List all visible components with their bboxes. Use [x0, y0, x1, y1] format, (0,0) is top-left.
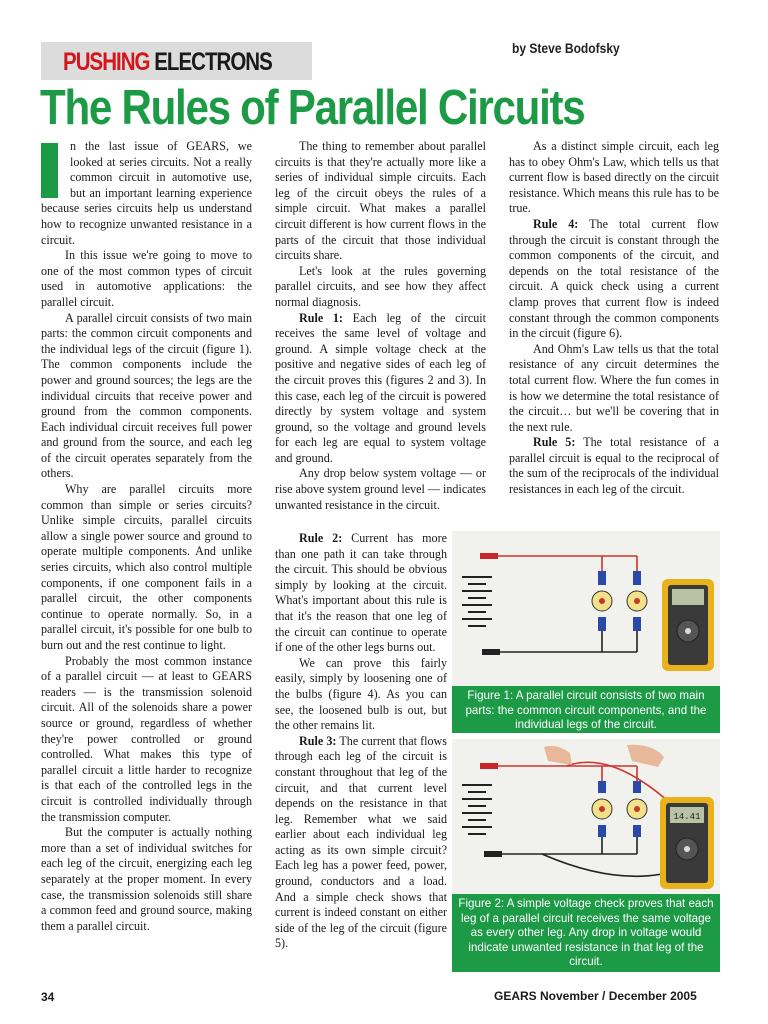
publication-footer: GEARS November / December 2005: [494, 989, 697, 1003]
black-clip-icon: [482, 649, 500, 655]
paragraph: Why are parallel circuits more common than simple or series circuits? Unlike simple circuits, parallel circuits allow a single power source and ground to operate multiple components. And unlike series circuits, which also control multiple components, if one component fails in a parallel circuit, the other components continue to operate normally. So, in a parallel circuit, it's possible for one bulb to burn out and the rest continue to light.: [41, 482, 252, 652]
parallel-circuit-illustration: [452, 531, 720, 686]
paragraph: Probably the most common instance of a parallel circuit — at least to GEARS readers — is the transmission solenoid circuit. All of the solenoids share a power source or ground, regardless of whether they're power controlled or ground controlled. What makes this type of parallel circuit a little harder to recognize is that each of the controlled legs in the circuit is controlled individually through the transmission computer.: [41, 653, 252, 824]
drop-cap-bar: [41, 143, 58, 198]
figure-2-caption: Figure 2: A simple voltage check proves that each leg of a parallel circuit receives the same voltage as every other leg. Any drop in voltage would indicate unwanted resistance in that leg of the circuit.: [452, 894, 720, 972]
paragraph: As a distinct simple circuit, each leg has to obey Ohm's Law, which tells us that current flow is based directly on the circuit resistance. Which means this rule has to be true.: [509, 139, 719, 216]
bulb-icon: [592, 799, 612, 819]
paragraph: Rule 4: The total current flow through the circuit is constant through the common components of the circuit, and depends on the total resistance of the circuit. A quick check using a current clamp proves that current flow is indeed constant through the common components in the circuit (figure 6).: [509, 216, 719, 341]
rule-2-label: Rule 2:: [299, 531, 343, 545]
article-title: The Rules of Parallel Circuits: [40, 81, 585, 135]
paragraph: And Ohm's Law tells us that the total resistance of any circuit determines the total current flow. Where the fun comes in is how we determine the total resistance of the circuit… but we'll be covering that in the next rule.: [509, 341, 719, 434]
bulb-icon: [592, 591, 612, 611]
section-word-electrons: ELECTRONS: [154, 48, 272, 76]
section-word-pushing: PUSHING: [63, 48, 150, 76]
paragraph: Rule 5: The total resistance of a parallel circuit is equal to the reciprocal of the sum of the reciprocals of the individual resistances in each leg of the circuit.: [509, 435, 719, 497]
rule-3-label: Rule 3:: [299, 733, 337, 748]
page-number: 34: [41, 990, 55, 1004]
rule-4-label: Rule 4:: [533, 216, 579, 231]
red-clip-icon: [480, 553, 498, 559]
paragraph: Rule 1: Each leg of the circuit receives the same level of voltage and ground. A simple voltage check at the positive and negative sides of each leg of the circuit proves this (figures 2 and 3). In this case, each leg of the circuit is powered directly by system voltage and system ground, so the voltage and ground levels for each leg are equal to system voltage and ground.: [275, 310, 486, 465]
multimeter-icon: [660, 797, 714, 889]
paragraph: Rule 2: Current has more than one path it can take through the circuit. This should be obvious simply by looking at the circuit. What's important about this rule is that it's the reason that one leg of the circuit can continue to operate if one of the other legs burns out.: [275, 531, 447, 655]
column-2: [275, 139, 486, 513]
black-clip-icon: [484, 851, 502, 857]
paragraph: n the last issue of GEARS, we looked at series circuits. Not a really common circuit in automotive use, but an important learning experience because series circuits help us understand how to recognize unwanted resistance in a circuit.: [41, 139, 252, 247]
paragraph: Rule 3: The current that flows through each leg of the circuit is constant throughout that leg of the circuit, and that current level depends on the resistance in that leg. Remember what we said earlier about each individual leg acting as its own simple circuit? Each leg has a power feed, power, ground, conductors and a load. And a simple check shows that current is indeed constant on either side of the leg of the circuit (figure 5).: [275, 733, 447, 951]
paragraph: We can prove this fairly easily, simply by loosening one of the bulbs (figure 4). As you can see, the loosened bulb is out, but the other remains lit.: [275, 655, 447, 733]
byline: by Steve Bodofsky: [512, 40, 620, 56]
multimeter-icon: [662, 579, 714, 671]
paragraph: But the computer is actually nothing more than a set of individual switches for each leg of the circuit, energizing each leg separately at the proper moment. In every case, the transmission solenoids still share a common feed and ground source, making them a parallel circuit.: [41, 825, 252, 933]
figure-1-caption: Figure 1: A parallel circuit consists of two main parts: the common circuit components, and the individual legs of the circuit.: [452, 686, 720, 733]
rule-1-label: Rule 1:: [299, 310, 343, 325]
figure-1-photo: [452, 531, 720, 686]
paragraph: Any drop below system voltage — or rise above system ground level — indicates unwanted resistance in the circuit.: [275, 466, 486, 512]
column-3: [509, 139, 719, 498]
paragraph: A parallel circuit consists of two main parts: the common circuit components and the individual legs of the circuit (figure 1). The common components include the power and ground sources; the legs are the individual circuits that receive power and ground from the common components. Each individual circuit receives full power and ground from the source, and each leg of the circuit operates separately from the others.: [41, 310, 252, 481]
paragraph: In this issue we're going to move to one of the most common types of circuit used in automotive applications: the parallel circuit.: [41, 248, 252, 309]
column-2-narrow: [275, 531, 447, 952]
bulb-icon: [627, 799, 647, 819]
voltage-check-illustration: [452, 739, 720, 894]
red-clip-icon: [480, 763, 498, 769]
figure-2-photo: [452, 739, 720, 894]
column-1: [41, 139, 252, 934]
paragraph: Let's look at the rules governing parallel circuits, and see how they affect normal diagnosis.: [275, 263, 486, 309]
paragraph: The thing to remember about parallel circuits is that they're actually more like a series of individual simple circuits. Each leg of the circuit obeys the rules of a simple circuit. What makes a parallel circuit different is how current flows in the parts of the circuit that those individual circuits share.: [275, 139, 486, 263]
meter-reading: 14.41: [673, 812, 701, 822]
section-banner: [41, 42, 312, 80]
rule-5-label: Rule 5:: [533, 435, 576, 450]
section-label: [63, 48, 272, 77]
bulb-icon: [627, 591, 647, 611]
